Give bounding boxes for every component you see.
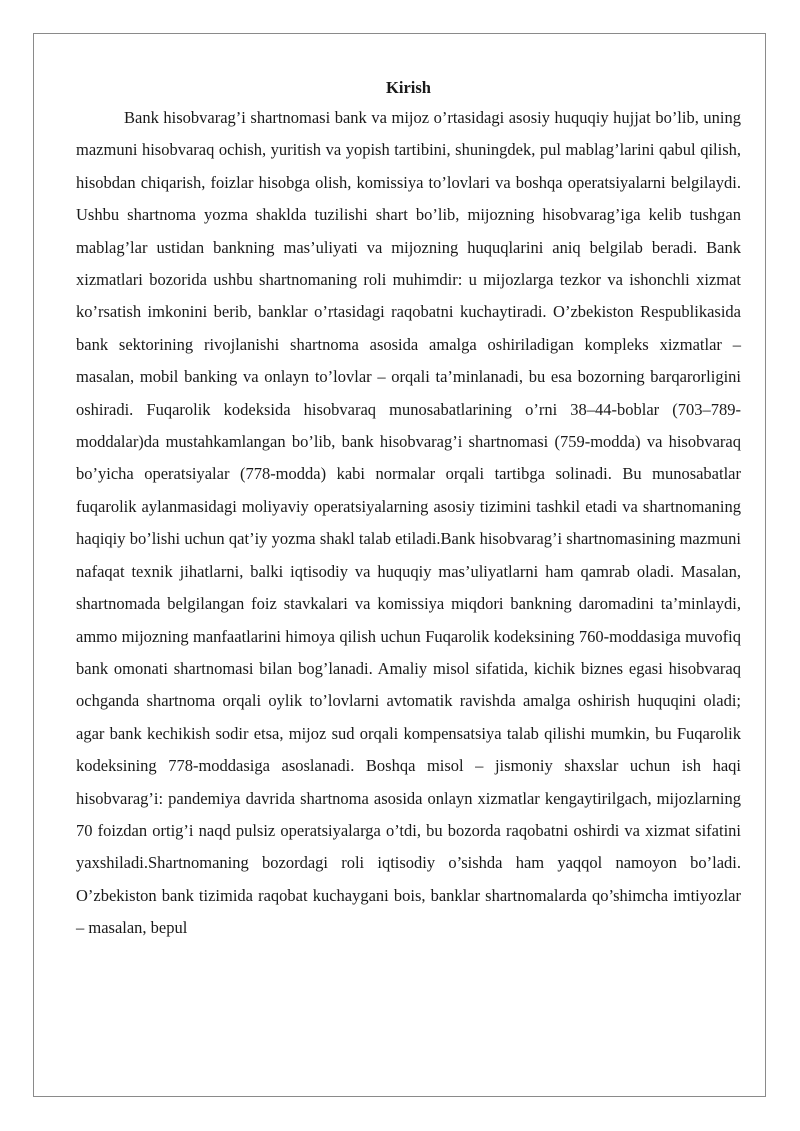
body-paragraph: Bank hisobvarag’i shartnomasi bank va mijoz o’rtasidagi asosiy huquqiy hujjat bo’lib, uning mazmuni hisobvaraq ochish, yuritish va yopish tartibini, shuningdek, pul mablag’larini qabul qilish, hisobdan chiqarish, foizlar hisobga olish, komissiya to’lovlari va boshqa operatsiyalarni belgilaydi. Ushbu shartnoma yozma shaklda tuzilishi shart bo’lib, mijozning hisobvarag’iga kelib tushgan mablag’lar ustidan bankning mas’uliyati va mijozning huquqlarini aniq belgilab beradi. Bank xizmatlari bozorida ushbu shartnomaning roli muhimdir: u mijozlarga tezkor va ishonchli xizmat ko’rsatish imkonini berib, banklar o’rtasidagi raqobatni kuchaytiradi. O’zbekiston Respublikasida bank sektorining rivojlanishi shartnoma asosida amalga oshiriladigan kompleks xizmatlar – masalan, mobil banking va onlayn to’lovlar – orqali ta’minlanadi, bu esa bozorning barqarorligini oshiradi. Fuqarolik kodeksida hisobvaraq munosabatlarining o’rni 38–44-boblar (703–789-moddalar)da mustahkamlangan bo’lib, bank hisobvarag’i shartnomasi (759-modda) va hisobvaraq bo’yicha operatsiyalar (778-modda) kabi normalar orqali tartibga solinadi. Bu munosabatlar fuqarolik aylanmasidagi moliyaviy operatsiyalarning asosiy tizimini tashkil etadi va shartnomaning haqiqiy bo’lishi uchun qat’iy yozma shakl talab etiladi.Bank hisobvarag’i shartnomasining mazmuni nafaqat texnik jihatlarni, balki iqtisodiy va huquqiy mas’uliyatlarni ham qamrab oladi. Masalan, shartnomada belgilangan foiz stavkalari va komissiya miqdori bankning daromadini ta’minlaydi, ammo mijozning manfaatlarini himoya qilish uchun Fuqarolik kodeksining 760-moddasiga muvofiq bank omonati shartnomasi bilan bog’lanadi. Amaliy misol sifatida, kichik biznes egasi hisobvaraq ochganda shartnoma orqali oylik to’lovlarni avtomatik ravishda amalga oshirish huquqini oladi; agar bank kechikish sodir etsa, mijoz sud orqali kompensatsiya talab qilishi mumkin, bu Fuqarolik kodeksining 778-moddasiga asoslanadi. Boshqa misol – jismoniy shaxslar uchun ish haqi hisobvarag’i: pandemiya davrida shartnoma asosida onlayn xizmatlar kengaytirilgach, mijozlarning 70 foizdan ortig’i naqd pulsiz operatsiyalarga o’tdi, bu bozorda raqobatni oshirdi va xizmat sifatini yaxshiladi.Shartnomaning bozordagi roli iqtisodiy o’sishda ham yaqqol namoyon bo’ladi. O’zbekiston bank tizimida raqobat kuchaygani bois, banklar shartnomalarda qo’shimcha imtiyozlar – masalan, bepul	[76, 108, 741, 938]
document-content	[76, 74, 741, 945]
section-title: Kirish	[386, 78, 431, 97]
